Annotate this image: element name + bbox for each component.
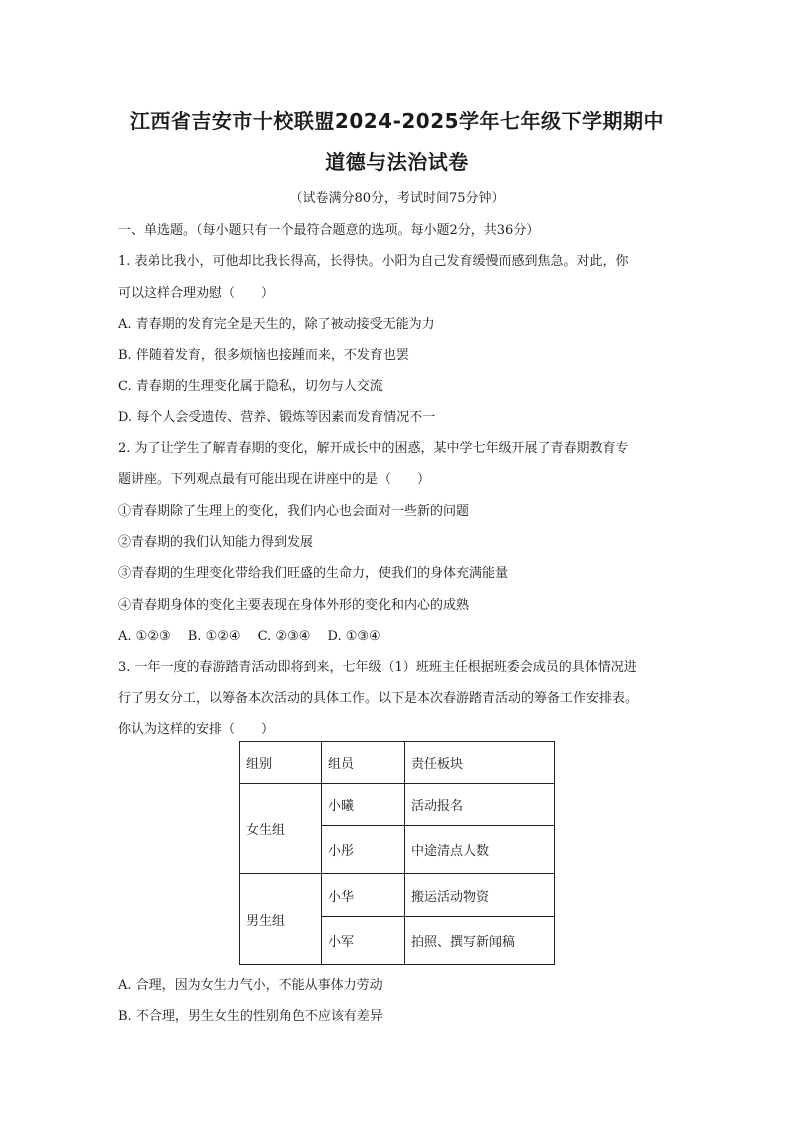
table-header-row xyxy=(240,742,555,784)
group-cell: 女生组 xyxy=(240,784,322,874)
q3-stem-line-1: 3. 一年一度的春游踏青活动即将到来，七年级（1）班班主任根据班委会成员的具体情况进 xyxy=(118,660,637,675)
q1-option-c: C. 青春期的生理变化属于隐私，切勿与人交流 xyxy=(118,379,383,394)
q3-option-a: A. 合理，因为女生力气小，不能从事体力劳动 xyxy=(118,978,383,993)
member-cell: 小曦 xyxy=(322,784,405,826)
duty-cell: 搬运活动物资 xyxy=(405,874,555,917)
table-row xyxy=(240,784,555,826)
q2-statement-4: ④青春期身体的变化主要表现在身体外形的变化和内心的成熟 xyxy=(118,598,470,613)
member-cell: 小彤 xyxy=(322,826,405,874)
q3-stem-line-2: 行了男女分工，以筹备本次活动的具体工作。以下是本次春游踏青活动的筹备工作安排表。 xyxy=(118,691,639,706)
q2-options: A. ①②③ B. ①②④ C. ②③④ D. ①③④ xyxy=(118,629,381,644)
q1-option-d: D. 每个人会受遗传、营养、锻炼等因素而发育情况不一 xyxy=(118,410,436,425)
exam-title-line-1: 江西省吉安市十校联盟2024-2025学年七年级下学期期中 xyxy=(129,109,665,133)
duty-table xyxy=(239,741,555,965)
q1-stem-line-2: 可以这样合理劝慰（ ） xyxy=(118,286,275,301)
q2-stem-line-1: 2. 为了让学生了解青春期的变化，解开成长中的困惑，某中学七年级开展了青春期教育专 xyxy=(118,441,629,456)
duty-cell: 中途清点人数 xyxy=(405,826,555,874)
member-cell: 小军 xyxy=(322,917,405,965)
exam-subtitle: （试卷满分80分，考试时间75分钟） xyxy=(289,191,505,206)
member-cell: 小华 xyxy=(322,874,405,917)
q1-option-a: A. 青春期的发育完全是天生的，除了被动接受无能为力 xyxy=(118,317,435,332)
duty-cell: 活动报名 xyxy=(405,784,555,826)
section-heading: 一、单选题。（每小题只有一个最符合题意的选项。每小题2分，共36分） xyxy=(118,223,540,238)
q2-statement-1: ①青春期除了生理上的变化，我们内心也会面对一些新的问题 xyxy=(118,504,470,519)
table-header-cell: 组别 xyxy=(240,742,322,784)
group-cell: 男生组 xyxy=(240,874,322,965)
q2-stem-line-2: 题讲座。下列观点最有可能出现在讲座中的是（ ） xyxy=(118,472,431,487)
q3-option-b: B. 不合理，男生女生的性别角色不应该有差异 xyxy=(118,1009,383,1024)
q3-stem-line-3: 你认为这样的安排（ ） xyxy=(118,722,275,737)
exam-title-line-2: 道德与法治试卷 xyxy=(325,150,469,174)
q2-statement-3: ③青春期的生理变化带给我们旺盛的生命力，使我们的身体充满能量 xyxy=(118,566,509,581)
table-row xyxy=(240,874,555,917)
q2-statement-2: ②青春期的我们认知能力得到发展 xyxy=(118,535,314,550)
duty-cell: 拍照、撰写新闻稿 xyxy=(405,917,555,965)
q1-option-b: B. 伴随着发育，很多烦恼也接踵而来，不发育也罢 xyxy=(118,348,409,363)
q1-stem-line-1: 1. 表弟比我小，可他却比我长得高，长得快。小阳为自己发育缓慢而感到焦急。对此，你 xyxy=(118,254,629,269)
table-header-cell: 组员 xyxy=(322,742,405,784)
table-header-cell: 责任板块 xyxy=(405,742,555,784)
